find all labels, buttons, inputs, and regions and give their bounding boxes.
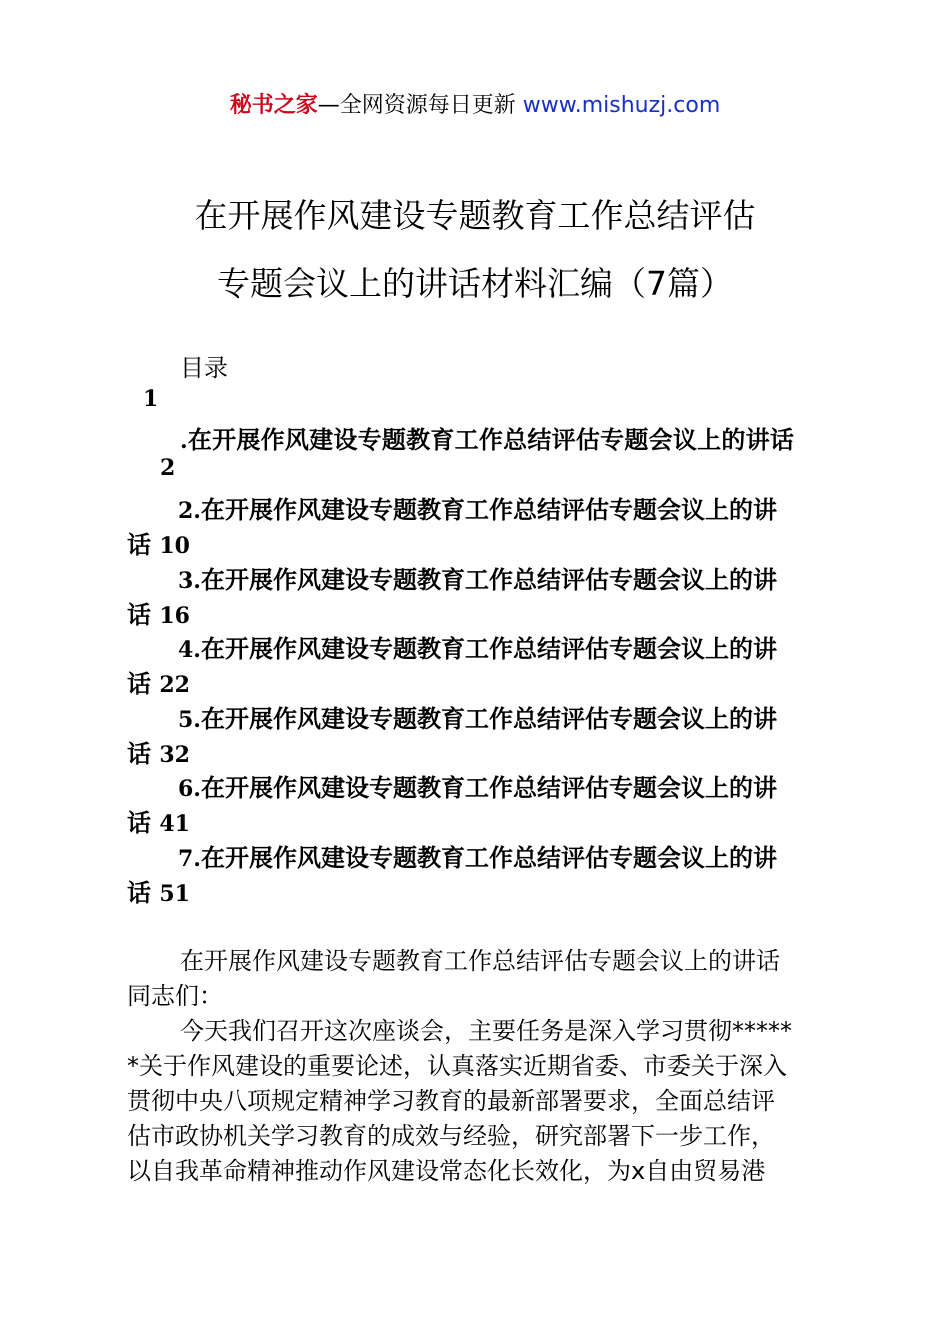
toc-item-1-title-text: 在开展作风建设专题教育工作总结评估专题会议上的讲话 bbox=[187, 426, 795, 454]
document-title-line-2: 专题会议上的讲话材料汇编（7篇） bbox=[217, 264, 733, 303]
toc-item-4-line2: 话 22 bbox=[127, 670, 190, 698]
toc-item-3-title-a: 在开展作风建设专题教育工作总结评估专题会议上的讲 bbox=[200, 566, 777, 594]
toc-item-4-number: 4. bbox=[178, 637, 201, 663]
toc-item-1-number: 1 bbox=[143, 386, 159, 412]
toc-item-5-page: 32 bbox=[159, 742, 190, 768]
body-line-5: 以自我革命精神推动作风建设常态化长效化，为x自由贸易港 bbox=[127, 1157, 766, 1185]
toc-item-3-line2: 话 16 bbox=[127, 601, 190, 629]
toc-item-7-title-a: 在开展作风建设专题教育工作总结评估专题会议上的讲 bbox=[200, 844, 777, 872]
section-title: 在开展作风建设专题教育工作总结评估专题会议上的讲话 bbox=[180, 947, 780, 975]
toc-item-7-page: 51 bbox=[159, 881, 190, 907]
toc-item-5-title-a: 在开展作风建设专题教育工作总结评估专题会议上的讲 bbox=[200, 705, 777, 733]
toc-item-2-page: 10 bbox=[159, 533, 190, 559]
toc-item-2-line1[interactable] bbox=[178, 490, 777, 525]
body-line-4: 估市政协机关学习教育的成效与经验，研究部署下一步工作， bbox=[127, 1122, 775, 1150]
toc-item-4-page: 22 bbox=[159, 672, 190, 698]
toc-item-2-line2: 话 10 bbox=[127, 531, 190, 559]
toc-item-1-page: 2 bbox=[160, 455, 176, 481]
toc-item-2-title-a: 在开展作风建设专题教育工作总结评估专题会议上的讲 bbox=[200, 496, 777, 524]
toc-item-1-title[interactable]: .在开展作风建设专题教育工作总结评估专题会议上的讲话 bbox=[180, 426, 795, 454]
toc-item-6-page: 41 bbox=[159, 811, 190, 837]
site-url-link[interactable]: www.mishuzj.com bbox=[522, 93, 721, 118]
body-line-3: 贯彻中央八项规定精神学习教育的最新部署要求，全面总结评 bbox=[127, 1087, 775, 1115]
toc-heading: 目录 bbox=[180, 354, 228, 382]
toc-item-5-number: 5. bbox=[178, 707, 201, 733]
header-tagline: —全网资源每日更新 bbox=[317, 93, 523, 118]
toc-item-4-title-a: 在开展作风建设专题教育工作总结评估专题会议上的讲 bbox=[200, 635, 777, 663]
body-line-2: *关于作风建设的重要论述，认真落实近期省委、市委关于深入 bbox=[127, 1052, 787, 1080]
toc-item-7-number: 7. bbox=[178, 846, 201, 872]
toc-item-2-number: 2. bbox=[178, 498, 201, 524]
toc-item-3-page: 16 bbox=[159, 603, 190, 629]
toc-item-4-line1[interactable] bbox=[178, 629, 777, 664]
toc-item-6-line1[interactable] bbox=[178, 768, 777, 803]
document-title-line-1: 在开展作风建设专题教育工作总结评估 bbox=[194, 196, 756, 235]
toc-item-3-number: 3. bbox=[178, 568, 201, 594]
toc-item-7-line1[interactable] bbox=[178, 838, 777, 873]
salutation: 同志们： bbox=[127, 982, 223, 1010]
toc-item-3-line1[interactable] bbox=[178, 560, 777, 595]
toc-item-5-line2: 话 32 bbox=[127, 740, 190, 768]
toc-item-7-line2: 话 51 bbox=[127, 879, 190, 907]
site-header bbox=[0, 88, 950, 119]
toc-item-6-number: 6. bbox=[178, 776, 201, 802]
toc-item-6-line2: 话 41 bbox=[127, 809, 190, 837]
brand-name: 秘书之家 bbox=[229, 93, 318, 118]
toc-item-6-title-a: 在开展作风建设专题教育工作总结评估专题会议上的讲 bbox=[200, 774, 777, 802]
toc-item-5-line1[interactable] bbox=[178, 699, 777, 734]
body-line-1: 今天我们召开这次座谈会，主要任务是深入学习贯彻***** bbox=[180, 1017, 792, 1045]
